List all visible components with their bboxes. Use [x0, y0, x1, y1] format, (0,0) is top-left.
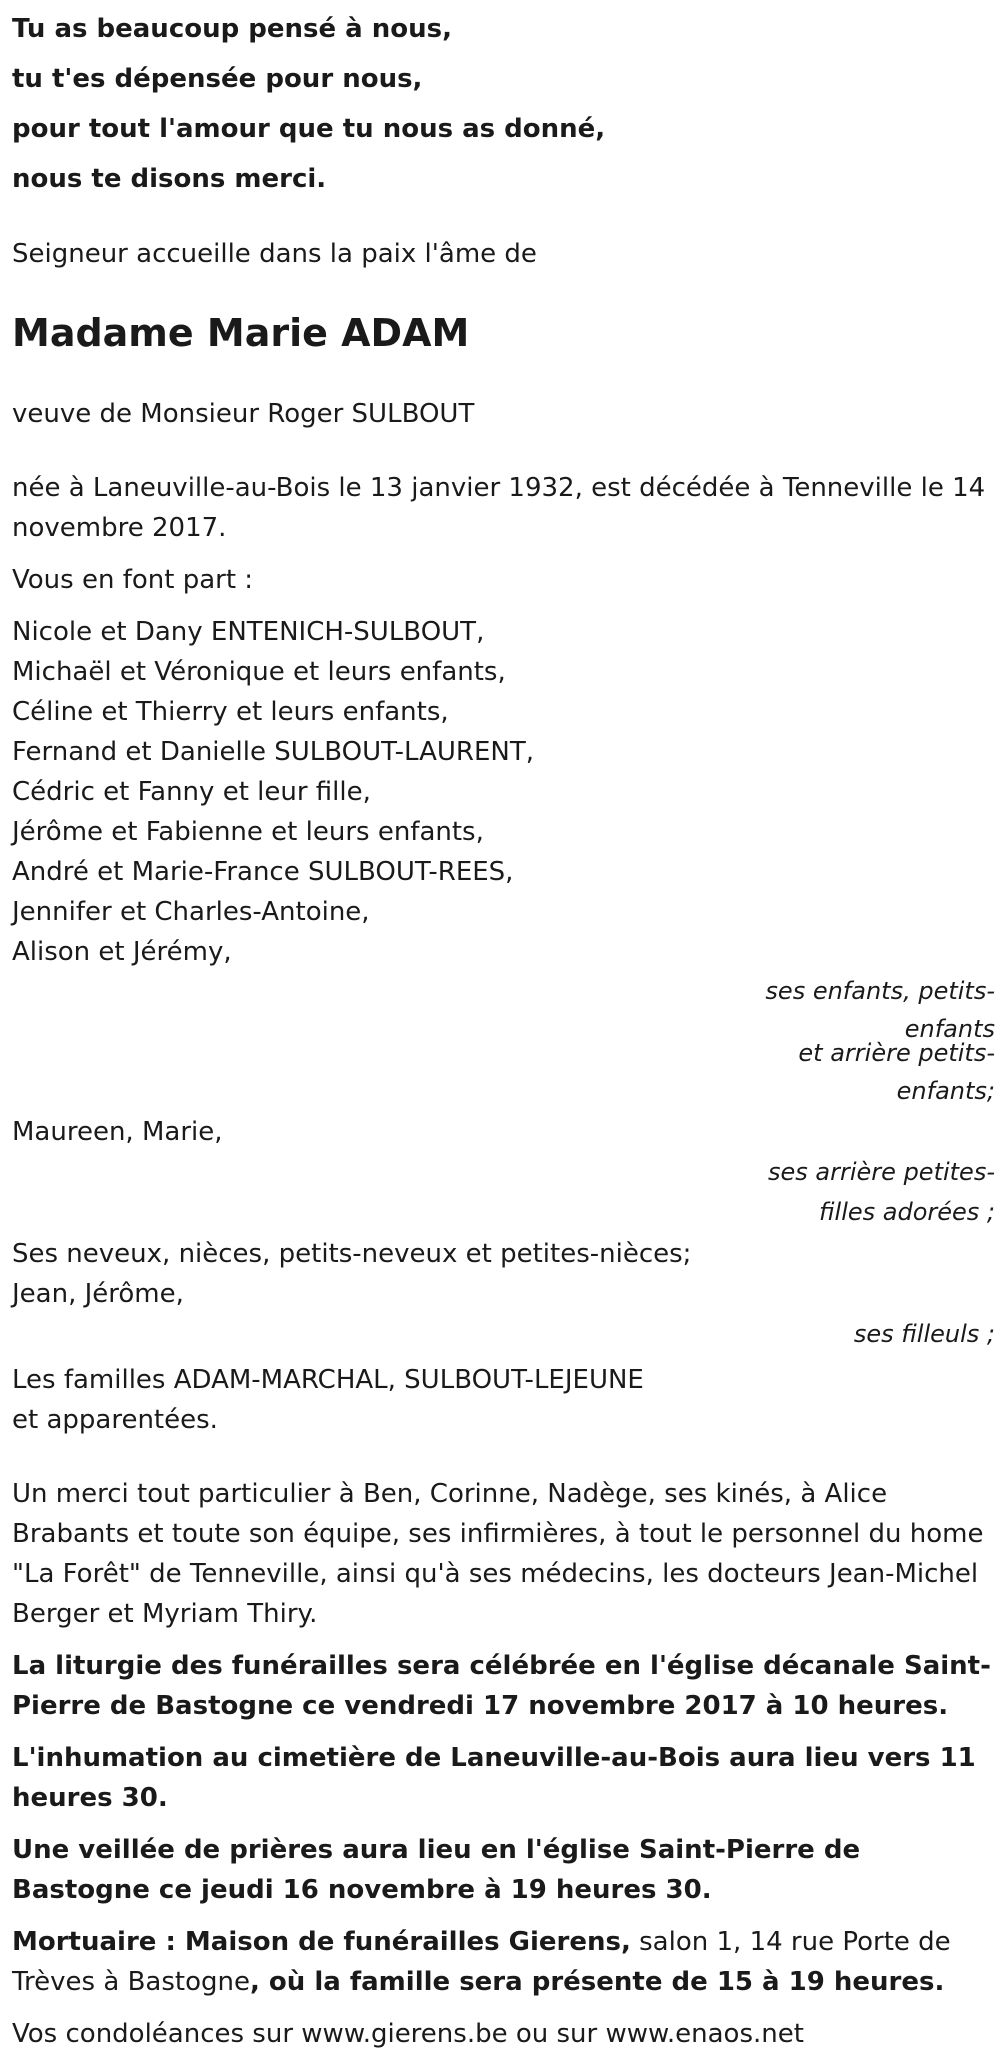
relation-line: enfants: [904, 1015, 995, 1043]
families-line: et apparentées.: [12, 1405, 218, 1435]
poem-line: pour tout l'amour que tu nous as donné,: [12, 114, 606, 144]
widow-of: veuve de Monsieur Roger SULBOUT: [12, 399, 475, 429]
great-granddaughters: Maureen, Marie,: [12, 1117, 223, 1147]
family-member: Cédric et Fanny et leur fille,: [12, 777, 371, 807]
relation-line: filles adorées ;: [819, 1198, 995, 1226]
family-member: Jennifer et Charles-Antoine,: [12, 897, 370, 927]
families: [12, 1360, 992, 1440]
relation-line: enfants;: [896, 1077, 995, 1105]
godchildren-relation: [12, 1314, 995, 1354]
liturgy-info: La liturgie des funérailles sera célébrée en l'église décanale Saint-Pierre de Bastogne ce vendredi 17 novembre 2017 à 10 heures.: [12, 1651, 991, 1721]
relation-line: ses enfants, petits-: [765, 977, 995, 1005]
mortuary-address: salon 1, 14 rue Porte de Trèves à Bastogne: [12, 1927, 951, 1997]
poem-line: nous te disons merci.: [12, 164, 327, 194]
deceased-name: Madame Marie ADAM: [12, 311, 470, 355]
burial-info: L'inhumation au cimetière de Laneuville-au-Bois aura lieu vers 11 heures 30.: [12, 1743, 976, 1813]
family-member: Nicole et Dany ENTENICH-SULBOUT,: [12, 617, 485, 647]
vigil-info: Une veillée de prières aura lieu en l'église Saint-Pierre de Bastogne ce jeudi 16 novembre à 19 heures 30.: [12, 1835, 861, 1905]
families-line: Les familles ADAM-MARCHAL, SULBOUT-LEJEUNE: [12, 1365, 644, 1395]
birth-death-info: née à Laneuville-au-Bois le 13 janvier 1932, est décédée à Tenneville le 14 novembre 2017.: [12, 473, 986, 543]
nephews-nieces: Ses neveux, nièces, petits-neveux et petites-nièces;: [12, 1239, 692, 1269]
announcement: Vous en font part :: [12, 565, 254, 595]
family-member: Fernand et Danielle SULBOUT-LAURENT,: [12, 737, 534, 767]
family-member: Céline et Thierry et leurs enfants,: [12, 697, 449, 727]
mortuary-presence: , où la famille sera présente de 15 à 19 heures.: [249, 1967, 945, 1997]
family-member: Alison et Jérémy,: [12, 937, 232, 967]
mortuary-bold: Mortuaire : Maison de funérailles Gierens,: [12, 1927, 631, 1957]
relation-line: ses filleuls ;: [853, 1320, 995, 1348]
relation-line: ses arrière petites-: [768, 1158, 995, 1186]
poem: [12, 0, 992, 204]
godchildren: Jean, Jérôme,: [12, 1279, 184, 1309]
thanks-paragraph: Un merci tout particulier à Ben, Corinne, Nadège, ses kinés, à Alice Brabants et toute son équipe, ses infirmières, à tout le personnel du home "La Forêt" de Tenneville, ainsi qu'à ses médecins, les docteurs Jean-Michel Berger et Myriam Thiry.: [12, 1479, 984, 1629]
children-relation: [12, 972, 995, 1110]
relation-line: et arrière petits-: [798, 1039, 995, 1067]
great-granddaughters-relation: [12, 1152, 995, 1232]
condolences-text: Vos condoléances sur www.gierens.be ou sur www.enaos.net: [12, 2019, 804, 2049]
family-member: Jérôme et Fabienne et leurs enfants,: [12, 817, 484, 847]
mortuary-info: [12, 1922, 992, 2002]
obituary-page: [12, 0, 995, 2054]
intro-text: Seigneur accueille dans la paix l'âme de: [12, 239, 537, 269]
poem-line: tu t'es dépensée pour nous,: [12, 64, 423, 94]
family-member: André et Marie-France SULBOUT-REES,: [12, 857, 514, 887]
children-list: [12, 612, 992, 972]
family-member: Michaël et Véronique et leurs enfants,: [12, 657, 506, 687]
poem-line: Tu as beaucoup pensé à nous,: [12, 14, 453, 44]
